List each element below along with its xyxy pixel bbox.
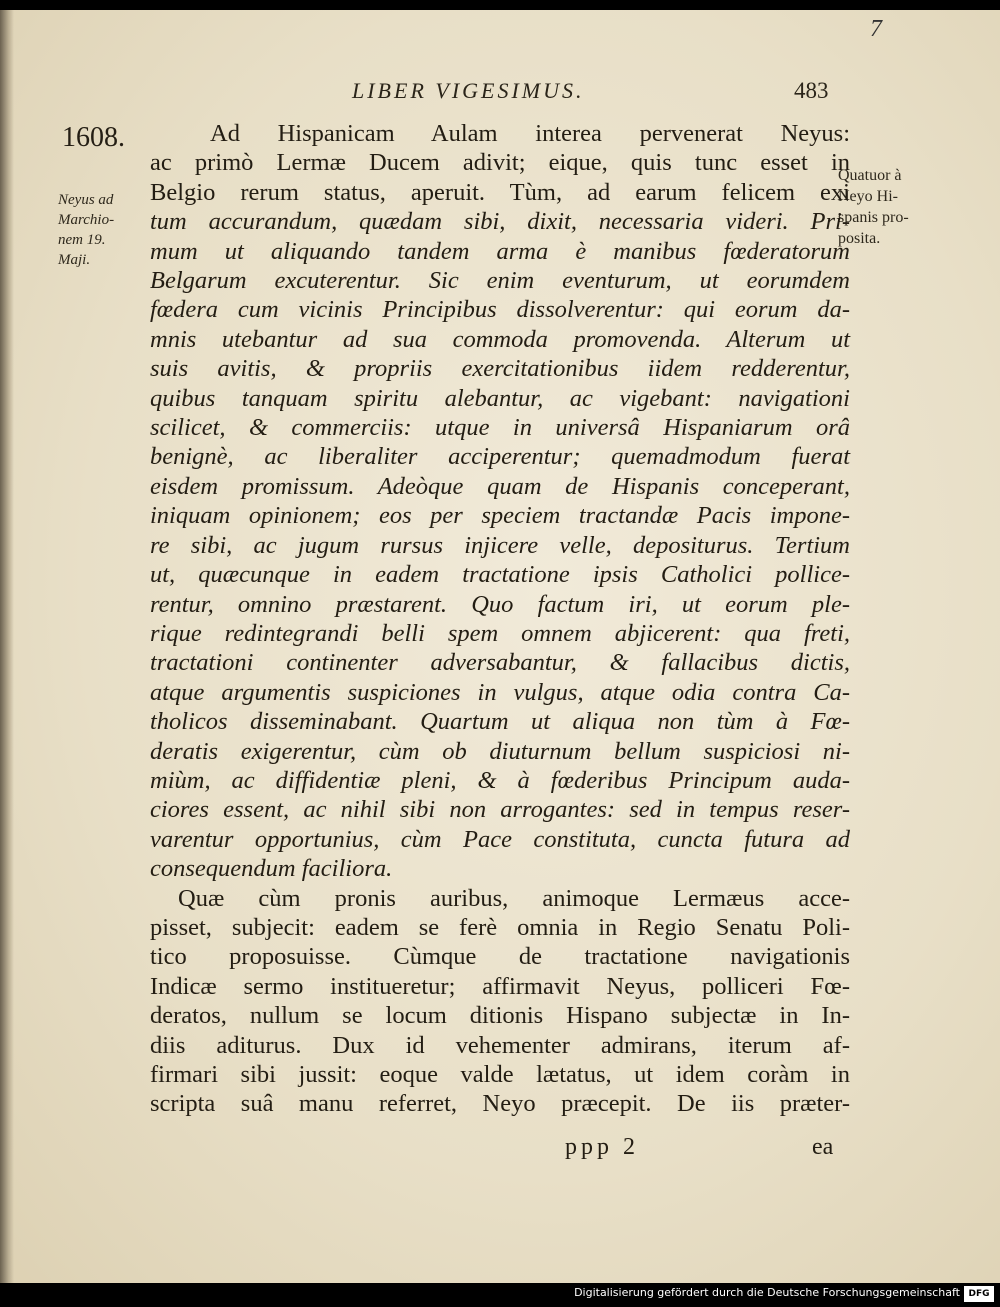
marginalia-line: Neyo Hi- [838,188,898,205]
text-line: tractationi continenter adversabantur, & fallacibus dictis, [150,649,850,677]
book-page [0,10,1000,1283]
text-line: Quæ cùm pronis auribus, animoque Lermæus acce- [178,884,850,912]
text-line: varentur opportunius, cùm Pace constituta, cuncta futura ad [150,825,850,853]
text-line: benignè, ac liberaliter acciperentur; quemadmodum fuerat [150,443,850,471]
catchword: ea [812,1134,834,1160]
text-line: tholicos disseminabant. Quartum ut aliqua non tùm à Fœ- [150,708,850,736]
marginalia-right [838,165,938,249]
text-line: suis avitis, & propriis exercitationibus iidem redderentur, [150,355,850,383]
footer-credit: Digitalisierung gefördert durch die Deutsche Forschungsgemeinschaft [574,1286,960,1299]
marginalia-line: posita. [838,230,881,247]
page-number: 483 [794,78,829,103]
text-line: deratos, nullum se locum ditionis Hispano subjectæ in In- [150,1002,850,1030]
text-line: eisdem promissum. Adeòque quam de Hispanis conceperant, [150,472,850,500]
marginalia-line: Quatuor à [838,167,902,184]
text-line: rique redintegrandi belli spem omnem abjicerent: qua freti, [150,619,850,647]
text-line: tico proposuisse. Cùmque de tractatione navigationis [150,943,850,971]
text-line: ut, quæcunque in eadem tractatione ipsis Catholici pollice- [150,561,850,589]
page-spine-shadow [0,10,14,1283]
corner-mark: 7 [870,16,882,42]
text-line: scilicet, & commerciis: utque in universâ Hispaniarum orâ [150,414,850,442]
marginalia-line: Maji. [58,252,91,268]
dfg-logo: DFG [964,1286,994,1302]
marginalia-left [58,190,148,270]
text-line: tum accurandum, quædam sibi, dixit, necessaria videri. Pri- [150,208,850,236]
text-line: fœdera cum vicinis Principibus dissolverentur: qui eorum da- [150,296,850,324]
text-line: diis aditurus. Dux id vehementer admirans, iterum af- [150,1031,850,1059]
marginalia-line: Neyus ad [58,192,114,208]
year-marginal: 1608. [62,122,125,153]
text-line: mnis utebantur ad sua commoda promovenda. Alterum ut [150,325,850,353]
marginalia-line: nem 19. [58,232,106,248]
text-line: atque argumentis suspiciones in vulgus, atque odia contra Ca- [150,678,850,706]
marginalia-line: spanis pro- [838,209,909,226]
text-line: pisset, subjecit: eadem se ferè omnia in Regio Senatu Poli- [150,913,850,941]
text-line: mum ut aliquando tandem arma è manibus fœderatorum [150,237,850,265]
text-line: quibus tanquam spiritu alebantur, ac vigebant: navigationi [150,384,850,412]
text-line: ciores essent, ac nihil sibi non arrogantes: sed in tempus reser- [150,796,850,824]
running-head: LIBER VIGESIMUS. [352,78,585,103]
text-line: Indicæ sermo institueretur; affirmavit Neyus, polliceri Fœ- [150,972,850,1000]
text-line: ac primò Lermæ Ducem adivit; eique, quis tunc esset in [150,149,850,177]
text-line: deratis exigerentur, cùm ob diuturnum bellum suspiciosi ni- [150,737,850,765]
footer-bar [0,1283,1000,1307]
text-line: firmari sibi jussit: eoque valde lætatus, ut idem coràm in [150,1061,850,1088]
marginalia-line: Marchio- [58,212,115,228]
text-line: re sibi, ac jugum rursus injicere velle, depositurus. Tertium [150,531,850,559]
text-line: Belgio rerum status, aperuit. Tùm, ad earum felicem exi [150,178,850,206]
signature-mark: ppp 2 [565,1134,639,1160]
text-line: Belgarum excuterentur. Sic enim eventurum, ut eorumdem [150,267,850,295]
text-line: scripta suâ manu referret, Neyo præcepit. De iis præter- [150,1090,850,1118]
text-line: Ad Hispanicam Aulam interea pervenerat Neyus: [210,120,850,147]
text-line: rentur, omnino præstarent. Quo factum iri, ut eorum ple- [150,590,850,618]
text-line: consequendum faciliora. [150,855,393,883]
text-line: iniquam opinionem; eos per speciem tractandæ Pacis impone- [150,502,850,530]
body-text [150,119,850,1119]
text-line: miùm, ac diffidentiæ pleni, & à fœderibus Principum auda- [150,766,850,794]
